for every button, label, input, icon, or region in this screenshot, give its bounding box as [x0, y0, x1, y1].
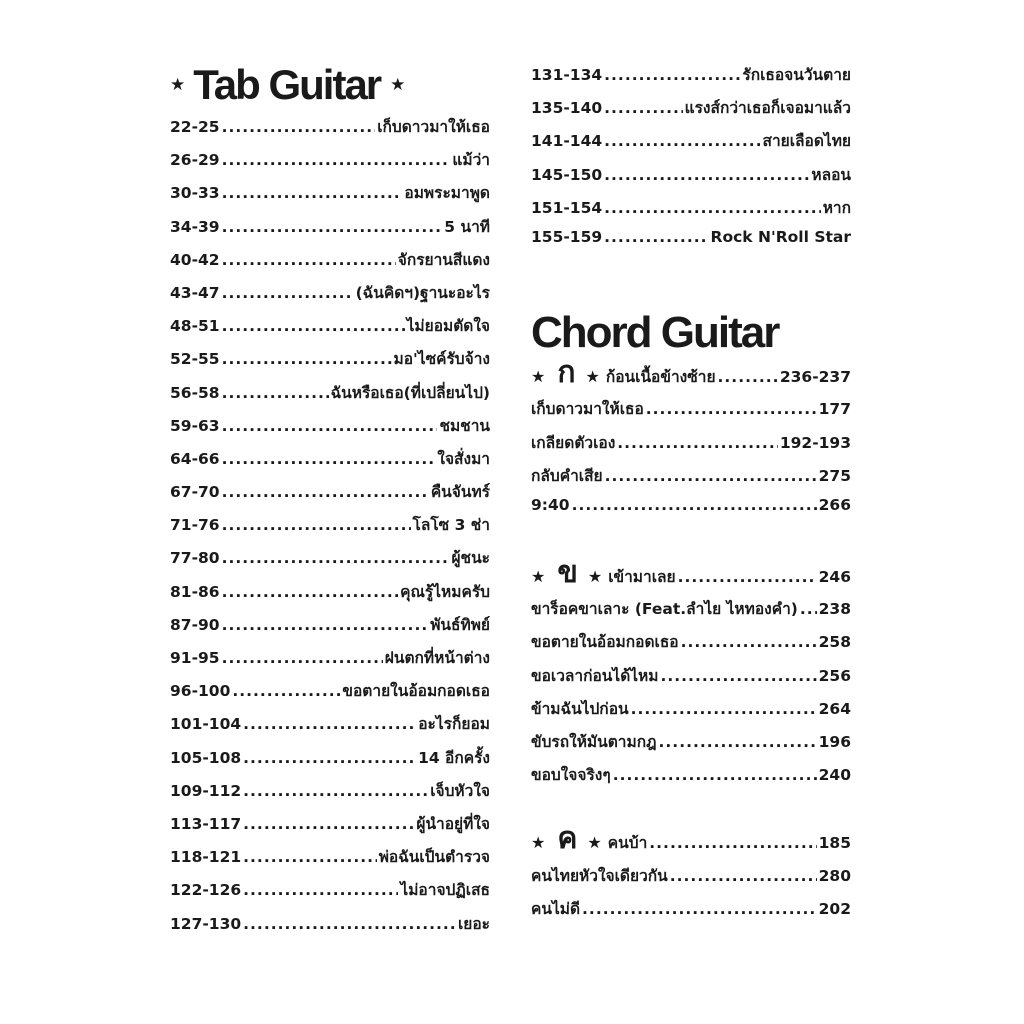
- song-title: พ่อฉันเป็นตำรวจ: [378, 848, 490, 867]
- dot-leader: [222, 218, 443, 236]
- toc-entry: [531, 95, 851, 128]
- song-title: ขอตายในอ้อมกอดเธอ: [531, 633, 679, 652]
- toc-entry: [170, 180, 490, 213]
- song-title: 9:40: [531, 495, 570, 514]
- page-range: 141-144: [531, 132, 603, 151]
- page-number: 280: [818, 866, 851, 885]
- page-range: 77-80: [170, 549, 220, 568]
- song-title: แรงส์กว่าเธอก็เจอมาแล้ว: [684, 99, 851, 118]
- dot-leader: [582, 900, 817, 918]
- page-number: 177: [818, 400, 851, 419]
- page-number: 258: [818, 633, 851, 652]
- dot-leader: [243, 915, 456, 933]
- toc-entry: [170, 313, 490, 346]
- dot-leader: [222, 483, 429, 501]
- toc-entry: [170, 678, 490, 711]
- toc-entry: [170, 479, 490, 512]
- page-number: 256: [818, 666, 851, 685]
- page-range: 87-90: [170, 615, 220, 634]
- page-range: 59-63: [170, 416, 220, 435]
- dot-leader: [613, 766, 817, 784]
- page-range: 113-117: [170, 814, 242, 833]
- song-title: ใจสั่งมา: [437, 449, 490, 468]
- song-title: คนบ้า: [607, 834, 648, 853]
- dot-leader: [604, 199, 821, 217]
- song-title: ขอเวลาก่อนได้ไหม: [531, 666, 659, 685]
- page-number: 240: [818, 766, 851, 785]
- toc-entry: [170, 778, 490, 811]
- section-header: [531, 363, 851, 396]
- song-title: โลโซ 3 ช่า: [412, 516, 490, 535]
- song-title: หาก: [822, 198, 851, 217]
- page-range: 56-58: [170, 383, 220, 402]
- song-title: พันธ์ทิพย์: [430, 615, 490, 634]
- dot-leader: [800, 600, 817, 618]
- toc-entry: [531, 596, 851, 629]
- page-number: 192-193: [779, 433, 851, 452]
- toc-entry: [170, 346, 490, 379]
- dot-leader: [670, 867, 817, 885]
- song-title: เจ็บหัวใจ: [430, 781, 490, 800]
- song-title: แม้ว่า: [452, 151, 490, 170]
- page-range: 127-130: [170, 914, 242, 933]
- page-range: 30-33: [170, 184, 220, 203]
- song-title: ขาร็อคขาเลาะ (Feat.ลำไย ไหทองคำ): [531, 600, 798, 619]
- dot-leader: [222, 450, 436, 468]
- dot-leader: [222, 583, 399, 601]
- star-icon: ★: [587, 567, 603, 587]
- dot-leader: [617, 434, 778, 452]
- dot-leader: [243, 815, 414, 833]
- dot-leader: [222, 317, 405, 335]
- section-letter: ข: [557, 563, 578, 591]
- dot-leader: [232, 682, 340, 700]
- toc-entry: [170, 446, 490, 479]
- tab-guitar-column: [170, 58, 490, 944]
- song-title: ก้อนเนื้อข้างซ้าย: [605, 368, 716, 387]
- star-icon: ★: [585, 367, 600, 387]
- song-title: เก็บดาวมาให้เธอ: [531, 400, 644, 419]
- tab-list: [170, 114, 490, 944]
- toc-entry: [170, 114, 490, 147]
- dot-leader: [222, 184, 403, 202]
- song-title: (ฉันคิดฯ)ฐานะอะไร: [355, 283, 490, 302]
- song-title: เก็บดาวมาให้เธอ: [377, 118, 490, 136]
- song-title: คนไทยหัวใจเดียวกัน: [531, 866, 668, 885]
- star-icon: ★: [170, 74, 186, 95]
- dot-leader: [243, 715, 416, 733]
- dot-leader: [222, 516, 411, 534]
- song-title: เยอะ: [457, 914, 490, 933]
- song-title: ขับรถให้มันตามกฎ: [531, 733, 657, 751]
- toc-entry: [531, 896, 851, 929]
- toc-entry: [531, 696, 851, 729]
- song-title: ผู้นำอยู่ที่ใจ: [416, 814, 490, 833]
- section-header: [531, 829, 851, 862]
- page-range: 105-108: [170, 748, 242, 767]
- toc-entry: [170, 911, 490, 944]
- dot-leader: [605, 467, 817, 485]
- dot-leader: [243, 848, 377, 866]
- tab-list-continued: [531, 62, 851, 261]
- page-range: 81-86: [170, 582, 220, 601]
- song-title: ชมชาน: [439, 416, 490, 435]
- dot-leader: [604, 166, 809, 184]
- dot-leader: [222, 649, 383, 667]
- song-title: หลอน: [811, 165, 851, 184]
- song-title: คืนจันทร์: [430, 483, 490, 502]
- toc-entry: [170, 811, 490, 844]
- toc-entry: [170, 844, 490, 877]
- toc-entry: [531, 396, 851, 429]
- page-number: 266: [818, 495, 851, 514]
- dot-leader: [572, 496, 817, 514]
- dot-leader: [718, 368, 778, 386]
- toc-entry: [531, 228, 851, 261]
- dot-leader: [222, 417, 438, 435]
- dot-leader: [678, 568, 817, 586]
- page-range: 151-154: [531, 198, 603, 217]
- toc-entry: [170, 512, 490, 545]
- page-range: 26-29: [170, 151, 220, 170]
- toc-entry: [170, 579, 490, 612]
- dot-leader: [659, 733, 817, 751]
- song-title: ไม่อาจปฏิเสธ: [400, 881, 490, 900]
- dot-leader: [222, 384, 329, 402]
- tab-guitar-heading: [170, 58, 490, 112]
- toc-entry: [170, 147, 490, 180]
- dot-leader: [604, 132, 760, 150]
- page-range: 135-140: [531, 99, 603, 118]
- page-number: 264: [818, 699, 851, 718]
- toc-entry: [170, 413, 490, 446]
- song-title: เข้ามาเลย: [608, 568, 676, 587]
- page-range: 109-112: [170, 781, 242, 800]
- dot-leader: [631, 700, 817, 718]
- toc-entry: [170, 545, 490, 578]
- star-icon: ★: [531, 567, 546, 587]
- page-range: 131-134: [531, 66, 603, 84]
- toc-entry: [170, 280, 490, 313]
- page-number: 185: [818, 834, 851, 853]
- song-title: ขอตายในอ้อมกอดเธอ: [342, 682, 490, 701]
- song-title: คนไม่ดี: [531, 899, 581, 918]
- dot-leader: [604, 99, 682, 117]
- section-gap: [531, 795, 851, 829]
- dot-leader: [243, 749, 416, 767]
- dot-leader: [222, 151, 451, 169]
- chord-sections: [531, 363, 851, 929]
- section-letter: ก: [557, 363, 576, 391]
- page-number: 238: [818, 600, 851, 619]
- page-number: 275: [818, 466, 851, 485]
- page-number: 196: [818, 733, 851, 751]
- page-range: 155-159: [531, 227, 603, 246]
- toc-entry: [531, 496, 851, 529]
- page-range: 40-42: [170, 250, 220, 269]
- dot-leader: [681, 633, 817, 651]
- dot-leader: [604, 66, 740, 84]
- toc-entry: [170, 645, 490, 678]
- toc-entry: [531, 128, 851, 161]
- toc-entry: [170, 745, 490, 778]
- chord-section: [531, 363, 851, 529]
- page-number: 236-237: [779, 368, 851, 387]
- page-range: 43-47: [170, 283, 220, 302]
- page-range: 71-76: [170, 516, 220, 535]
- dot-leader: [222, 251, 396, 269]
- song-title: ขอบใจจริงๆ: [531, 766, 611, 785]
- section-gap: [531, 529, 851, 563]
- toc-entry: [531, 162, 851, 195]
- song-title: ผู้ชนะ: [451, 549, 490, 568]
- song-title: Rock N'Roll Star: [710, 227, 851, 246]
- song-title: กลับคำเสีย: [531, 466, 603, 485]
- star-icon: ★: [587, 833, 602, 853]
- page-range: 34-39: [170, 217, 220, 236]
- toc-entry: [170, 711, 490, 744]
- section-spacer: [531, 261, 851, 307]
- chord-section: [531, 563, 851, 795]
- toc-entry: [531, 430, 851, 463]
- toc-entry: [170, 877, 490, 910]
- page-range: 96-100: [170, 682, 231, 701]
- page-range: 52-55: [170, 350, 220, 369]
- toc-entry: [531, 62, 851, 95]
- page-range: 22-25: [170, 118, 220, 136]
- page-range: 118-121: [170, 848, 242, 867]
- song-title: ฝนตกที่หน้าต่าง: [384, 649, 490, 667]
- dot-leader: [222, 350, 392, 368]
- dot-leader: [649, 834, 816, 852]
- song-title: มอ'ไซค์รับจ้าง: [393, 350, 490, 369]
- toc-entry: [170, 612, 490, 645]
- dot-leader: [604, 228, 708, 246]
- star-icon: ★: [390, 74, 406, 95]
- song-title: ฉันหรือเธอ(ที่เปลี่ยนไป): [330, 383, 490, 402]
- star-icon: ★: [531, 833, 546, 853]
- song-title: คุณรู้ไหมครับ: [400, 582, 490, 601]
- page-range: 48-51: [170, 317, 220, 336]
- song-title: จักรยานสีแดง: [397, 250, 490, 269]
- dot-leader: [243, 881, 398, 899]
- dot-leader: [222, 284, 354, 302]
- song-title: ข้ามฉันไปก่อน: [531, 699, 629, 718]
- chord-guitar-title: Chord Guitar: [531, 308, 779, 358]
- toc-entry: [531, 195, 851, 228]
- page-range: 122-126: [170, 881, 242, 900]
- toc-entry: [170, 214, 490, 247]
- song-title: 14 อีกครั้ง: [418, 748, 490, 767]
- star-icon: ★: [531, 367, 546, 387]
- toc-entry: [170, 380, 490, 413]
- page-range: 67-70: [170, 483, 220, 502]
- song-title: อมพระมาพูด: [404, 184, 490, 203]
- toc-entry: [531, 663, 851, 696]
- dot-leader: [222, 118, 376, 136]
- section-header: [531, 563, 851, 596]
- page-range: 64-66: [170, 449, 220, 468]
- toc-entry: [531, 762, 851, 795]
- page-range: 101-104: [170, 715, 242, 734]
- tab-guitar-title: Tab Guitar: [193, 61, 381, 108]
- toc-entry: [531, 463, 851, 496]
- song-title: 5 นาที: [444, 217, 490, 236]
- dot-leader: [646, 400, 817, 418]
- song-title: รักเธอจนวันตาย: [742, 66, 851, 84]
- page-number: 202: [818, 899, 851, 918]
- song-title: ไม่ยอมตัดใจ: [406, 317, 490, 336]
- page-range: 145-150: [531, 165, 603, 184]
- dot-leader: [222, 549, 450, 567]
- toc-entry: [170, 247, 490, 280]
- section-letter: ค: [557, 829, 578, 857]
- song-title: อะไรก็ยอม: [418, 715, 490, 734]
- chord-section: [531, 829, 851, 929]
- song-title: สายเลือดไทย: [762, 132, 851, 151]
- page-number: 246: [818, 568, 851, 587]
- toc-entry: [531, 729, 851, 762]
- dot-leader: [661, 667, 817, 685]
- toc-entry: [531, 863, 851, 896]
- right-column: [531, 62, 851, 929]
- toc-entry: [531, 629, 851, 662]
- dot-leader: [243, 782, 428, 800]
- song-title: เกลียดตัวเอง: [531, 433, 616, 452]
- dot-leader: [222, 616, 429, 634]
- page-range: 91-95: [170, 649, 220, 667]
